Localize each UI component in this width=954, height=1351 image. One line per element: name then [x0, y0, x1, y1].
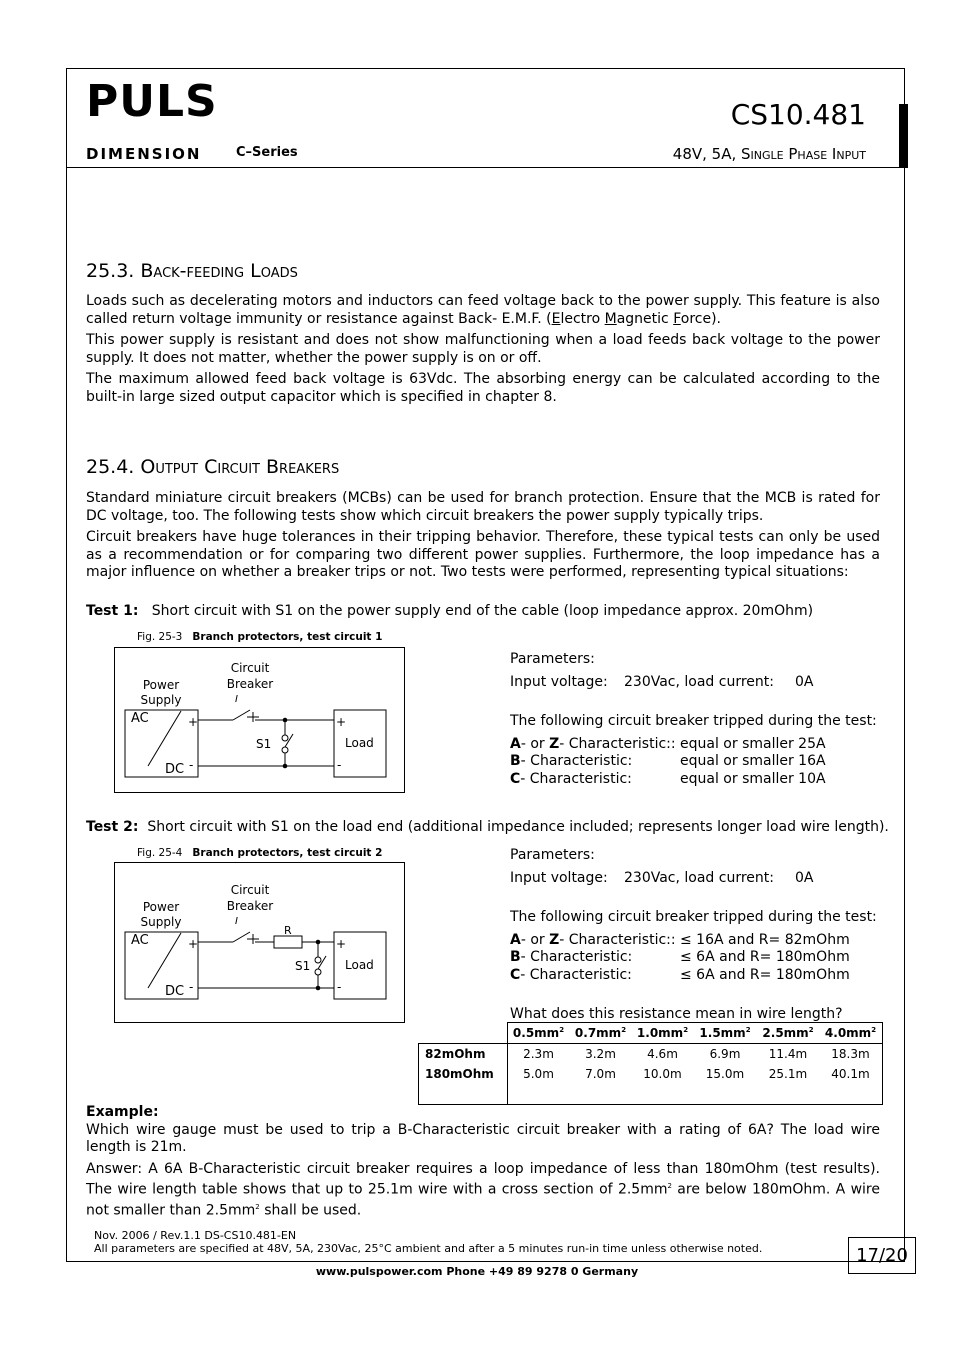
test1-line: Test 1: Short circuit with S1 on the power supply end of the cable (loop impedance approx. 20mOhm): [86, 603, 814, 619]
footer-notes: Nov. 2006 / Rev.1.1 DS-CS10.481-EN All parameters are specified at 48V, 5A, 230Vac, 25°C ambient and after a 5 minutes run-in time unless otherwise noted.: [94, 1229, 763, 1255]
test-circuit-2-diagram: [114, 862, 405, 1023]
page-number: 17/20: [848, 1237, 916, 1274]
circuit-label: Circuit: [230, 883, 270, 897]
product-subtitle: 48V, 5A, Single Phase Input: [672, 145, 866, 163]
breakers-paragraph-1: Standard miniature circuit breakers (MCBs) can be used for branch protection. Ensure that the MCB is rated for DC voltage, too. The following tests show which circuit breakers the power supply typically trips.: [86, 490, 880, 524]
dimension-logo: DIMENSION: [86, 145, 202, 163]
wire-length-question: What does this resistance mean in wire length?: [510, 1006, 843, 1022]
header-divider: [66, 167, 906, 168]
s1-label: S1: [295, 959, 311, 973]
breaker-contact: [233, 710, 250, 720]
load-label: Load: [345, 736, 374, 750]
ps-plus: +: [188, 715, 199, 729]
supply-label: Supply: [140, 693, 182, 707]
breaker-i-label: I: [235, 694, 238, 705]
table-row: 180mOhm 5.0m 7.0m 10.0m 15.0m 25.1m 40.1m: [419, 1064, 883, 1084]
s1-label: S1: [256, 737, 272, 751]
puls-logo: PULS: [86, 76, 218, 127]
ps-minus: -: [189, 758, 194, 772]
example-block: Example: Which wire gauge must be used to trip a B-Characteristic circuit breaker with a rating of 6A? The load wire length is 21m. Answer: A 6A B-Characteristic circuit breaker requires a loop impedance of less than 180mOhm (test results). The wire length table shows that up to 25.1m wire with a cross section of $2.5mm^2$ are below 180mOhm. A wire not smaller than $2.5mm^2$ shall be used.: [86, 1104, 880, 1219]
col-header: $4.0mm^2$: [820, 1023, 883, 1044]
ps-plus: +: [188, 937, 199, 951]
fig-25-4-caption: Fig. 25-4 Branch protectors, test circuit 2: [137, 847, 383, 859]
s1-contact-bottom: [315, 969, 321, 975]
dc-label: DC: [165, 984, 185, 999]
breaker-i-label: I: [235, 916, 238, 927]
load-minus: -: [337, 980, 342, 994]
test2-parameters: Parameters: Input voltage: 230Vac, load current: 0A The following circuit breaker tripped during the test: A- or Z- Characteristic:: ≤ 16A and R= 82mOhm B- Characteristic: ≤ 6A and R= 180mOhm C- Characteristic: ≤ 6A and R= 180mOhm What does this resistance mean in wire length?: [510, 847, 877, 1022]
ac-dc-divider: [148, 933, 181, 988]
r-label: R: [284, 924, 292, 937]
power-label: Power: [142, 678, 180, 692]
col-header: $1.0mm^2$: [632, 1023, 694, 1044]
backfeeding-paragraph-2: This power supply is resistant and does not show malfunctioning when a load feeds back voltage to the power supply. It does not matter, whether the power supply is on or off.: [86, 332, 880, 366]
breakers-paragraph-2: Circuit breakers have huge tolerances in their tripping behavior. Therefore, these typical tests can only be used as a recommendation or for comparing two different power supplies. Furthermore, the loop impedance has a major influence on whether a breaker trips or not. Two tests were performed, representing typical situations:: [86, 529, 880, 580]
col-header: $2.5mm^2$: [757, 1023, 820, 1044]
backfeeding-paragraph-3: The maximum allowed feed back voltage is 63Vdc. The absorbing energy can be calculated according to the built-in large sized output capacitor which is specified in chapter 8.: [86, 371, 880, 405]
wire-length-table: [418, 1022, 883, 1105]
s1-contact-bottom: [282, 747, 288, 753]
contact-line: www.pulspower.com Phone +49 89 9278 0 Germany: [315, 1265, 639, 1278]
load-minus: -: [337, 758, 342, 772]
ps-minus: -: [189, 980, 194, 994]
resistor-r: [274, 936, 302, 948]
ac-label: AC: [131, 711, 149, 726]
ac-label: AC: [131, 933, 149, 948]
ac-dc-divider: [148, 711, 181, 766]
circuit-label: Circuit: [230, 661, 270, 675]
load-plus: +: [336, 715, 347, 729]
breaker-label: Breaker: [226, 899, 274, 913]
load-plus: +: [336, 937, 347, 951]
supply-label: Supply: [140, 915, 182, 929]
backfeeding-paragraph-1: Loads such as decelerating motors and inductors can feed voltage back to the power supply. This feature is also called return voltage immunity or resistance against Back- E.M.F. (Electro Magnetic Force).: [86, 293, 880, 327]
s1-contact-top: [282, 735, 288, 741]
fig-25-3-caption: Fig. 25-3 Branch protectors, test circuit 1: [137, 631, 383, 643]
test2-line: Test 2: Short circuit with S1 on the load end (additional impedance included; represents longer load wire length).: [86, 819, 889, 835]
header-side-bar: [899, 104, 908, 168]
test-circuit-1-diagram: [114, 647, 405, 793]
breaker-label: Breaker: [226, 677, 274, 691]
col-header: $0.7mm^2$: [570, 1023, 632, 1044]
model-number: CS10.481: [730, 98, 866, 131]
section-title-breakers: 25.4. Output Circuit Breakers: [86, 456, 340, 478]
section-title-backfeeding: 25.3. Back-feeding Loads: [86, 260, 298, 282]
series-label: C–Series: [236, 145, 298, 160]
s1-contact-top: [315, 957, 321, 963]
col-header: $0.5mm^2$: [507, 1023, 570, 1044]
breaker-contact: [233, 932, 250, 942]
power-label: Power: [142, 900, 180, 914]
test1-parameters: Parameters: Input voltage: 230Vac, load current: 0A The following circuit breaker tripped during the test: A- or Z- Characteristic:: equal or smaller 25A B- Characteristic: equal or smaller 16A C- Characteristic: equal or smaller 10A: [510, 651, 877, 787]
table-row: 82mOhm 2.3m 3.2m 4.6m 6.9m 11.4m 18.3m: [419, 1044, 883, 1065]
load-label: Load: [345, 958, 374, 972]
dc-label: DC: [165, 762, 185, 777]
col-header: $1.5mm^2$: [694, 1023, 757, 1044]
